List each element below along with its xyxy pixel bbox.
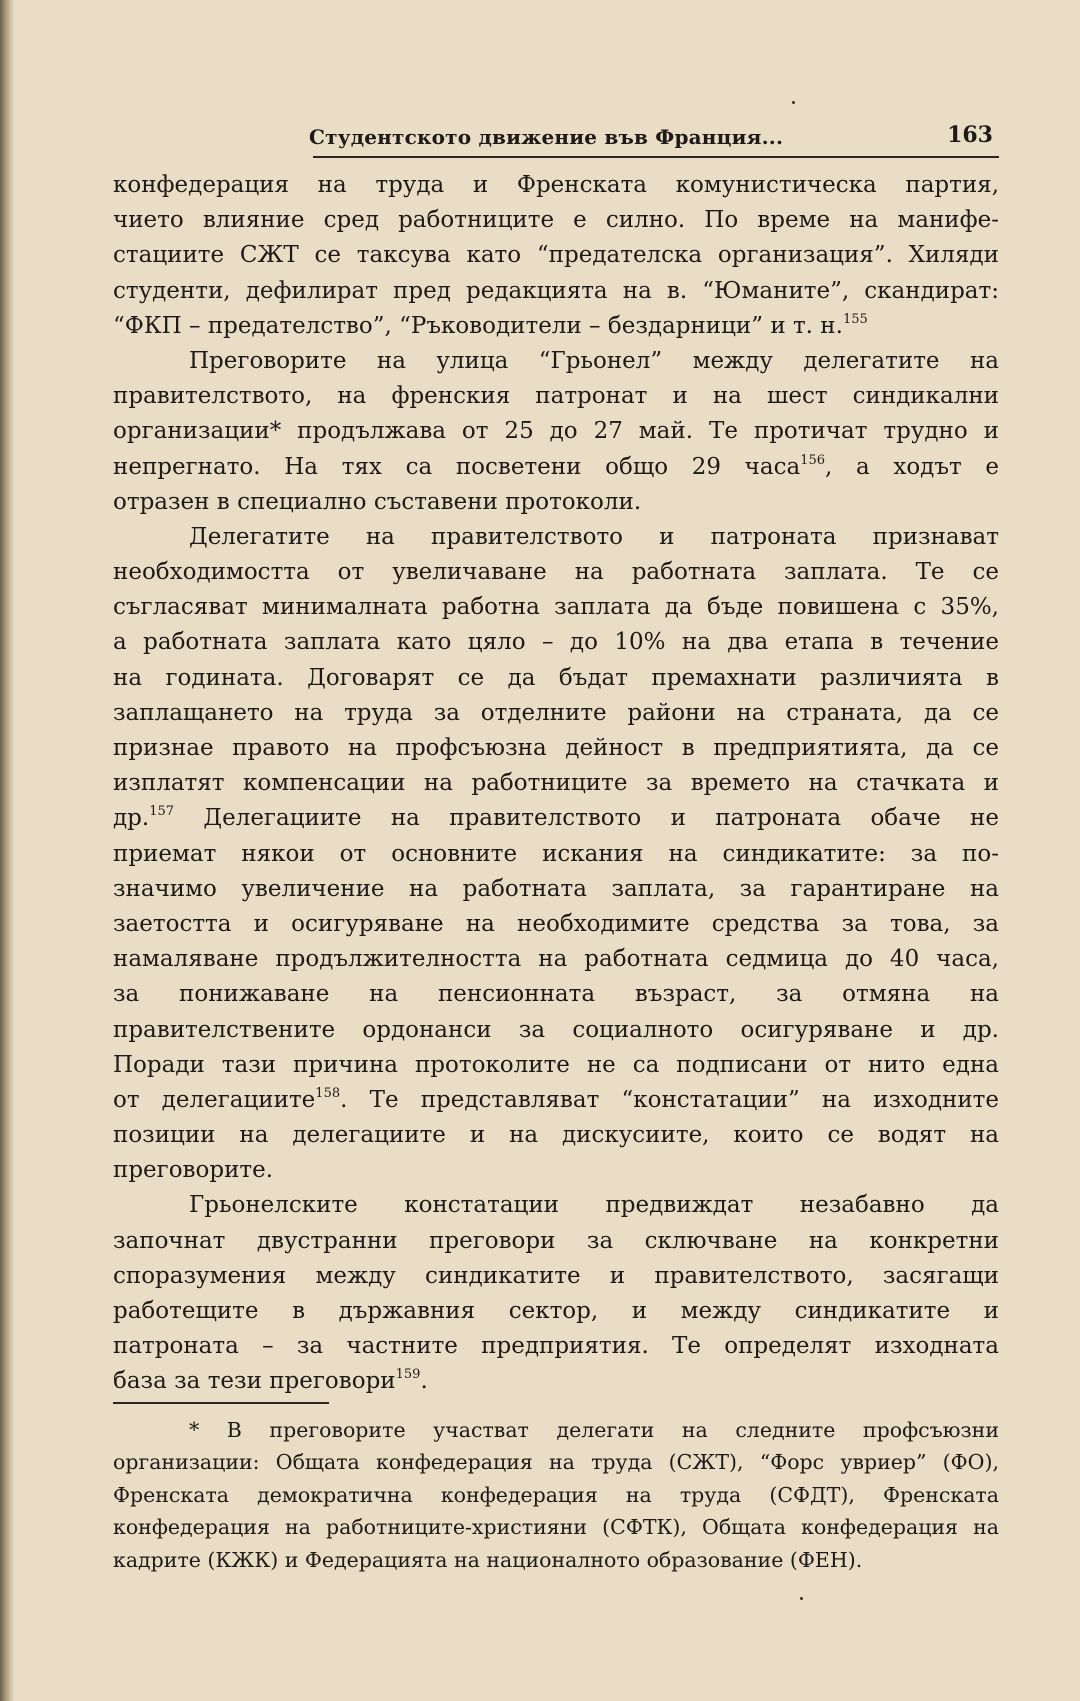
text-segment: от делегациите [113,1086,316,1113]
paragraph [113,520,999,1189]
text-line: работещите в държавния сектор, и между синдикатите и [113,1298,999,1324]
text-line [113,801,999,836]
book-spine-shadow [0,0,14,1701]
footnote-line: организации: Общата конфедерация на труда (СЖТ), “Форс увриер” (ФО), [113,1450,999,1475]
running-head [113,118,999,156]
text-line: споразумения между синдикатите и правителството, засягащи [113,1262,999,1289]
footnote-line: кадрите (КЖК) и Федерацията на националното образование (ФЕН). [113,1547,863,1572]
running-head-title: Студентското движение във Франция... [309,125,784,149]
text-segment: , а ходът е [825,453,999,480]
text-segment: база за тези преговори [113,1368,396,1395]
text-line: чието влияние сред работниците е силно. По време на манифе- [113,207,999,234]
footnote-line: * В преговорите участват делегати на следните профсъюзни [189,1417,999,1442]
text-line: организации* продължава от 25 до 27 май. Те протичат трудно и [113,418,999,445]
text-line: заплащането на труда за отделните райони на страната, да се [113,699,999,726]
text-segment: . [420,1368,428,1395]
text-line: Поради тази причина протоколите не са подписани от нито една [113,1051,999,1078]
footnote-ref: 156 [800,452,825,468]
text-segment: . Те представляват “констатации” на изходните [340,1086,999,1113]
book-page [113,118,999,1576]
text-line: изплатят компенсации на работниците за времето на стачката и [113,770,999,797]
text-line [113,450,999,485]
text-line: студенти, дефилират пред редакцията на в. “Юманите”, скандират: [113,277,999,304]
body-text [113,168,999,1576]
text-line: съгласяват минималната работна заплата да бъде повишена с 35%, [113,594,999,621]
paragraph [113,344,999,520]
text-line: правителствените ордонанси за социалното осигуряване и др. [113,1016,999,1043]
paper-speck [792,101,795,104]
footnote-line: Френската демократична конфедерация на труда (СФДТ), Френската [113,1482,999,1507]
text-line: Преговорите на улица “Грьонел” между делегатите на [189,347,999,374]
text-line: започнат двустранни преговори за сключване на конкретни [113,1227,999,1254]
paragraph [113,168,999,344]
text-segment: “ФКП – предателство”, “Ръководители – бездарници” и т. н. [113,312,843,339]
text-line: Делегатите на правителството и патроната признават [189,523,999,550]
text-line [113,1083,999,1118]
footnote-ref: 157 [149,804,175,820]
text-line: необходимостта от увеличаване на работната заплата. Те се [113,559,999,586]
text-line: правителството, на френския патронат и на шест синдикални [113,383,999,410]
text-line: заетостта и осигуряване на необходимите средства за това, за [113,910,999,937]
text-line [113,1364,999,1399]
paragraph [113,1188,999,1399]
text-segment: др. [113,805,150,832]
text-line: позиции на делегациите и на дискусиите, които се водят на [113,1122,999,1149]
paper-speck [800,1597,803,1600]
text-line: признае правото на профсъюзна дейност в предприятията, да се [113,735,999,761]
text-line: намаляване продължителността на работната седмица до 40 часа, [113,946,999,973]
footnote-line: конфедерация на работниците-християни (СФТК), Общата конфедерация на [113,1515,999,1540]
text-line: преговорите. [113,1157,274,1184]
page-number: 163 [947,122,993,148]
footnote-ref: 159 [395,1367,421,1383]
text-line: стациите СЖТ се таксува като “предателска организация”. Хиляди [113,242,999,269]
text-line: Грьонелските констатации предвиждат незабавно да [189,1192,999,1219]
text-segment: Делегациите на правителството и патроната обаче не [174,805,999,832]
footnote-ref: 158 [315,1085,341,1101]
footnote [113,1414,999,1577]
text-line: конфедерация на труда и Френската комунистическа партия, [113,172,999,198]
text-line: отразен в специално съставени протоколи. [113,488,642,515]
text-line [113,309,999,344]
text-line: на годината. Договарят се да бъдат премахнати различията в [113,664,999,691]
text-line: приемат някои от основните искания на синдикатите: за по- [113,840,999,867]
text-line: а работната заплата като цяло – до 10% на два етапа в течение [113,629,999,656]
text-segment: непрегнато. На тях са посветени общо 29 часа [113,453,801,480]
footnote-ref: 155 [842,311,868,327]
text-line: за понижаване на пенсионната възраст, за отмяна на [113,981,999,1008]
text-line: значимо увеличение на работната заплата, за гарантиране на [113,875,999,902]
text-line: патроната – за частните предприятия. Те определят изходната [113,1333,999,1360]
footnote-rule [113,1402,329,1404]
header-rule [313,156,999,158]
